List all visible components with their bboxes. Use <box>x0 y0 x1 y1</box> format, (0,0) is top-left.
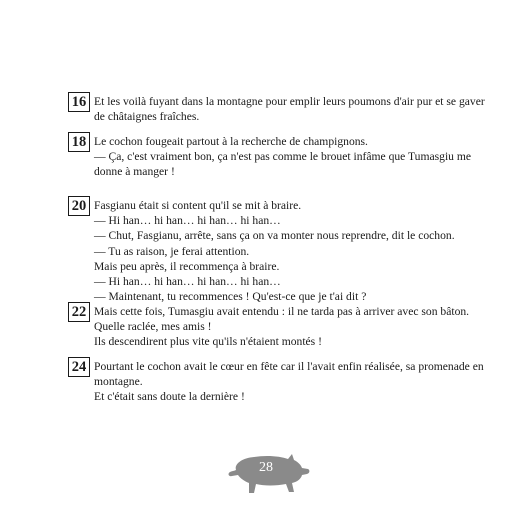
entry-number-box: 22 <box>68 302 90 322</box>
text-line: Le cochon fougeait partout à la recherche de champignons. <box>94 135 368 148</box>
entry-text <box>94 304 494 350</box>
entry-text <box>94 359 494 405</box>
page-folio <box>218 446 314 502</box>
text-line: — Tu as raison, je ferai attention. <box>94 244 250 258</box>
text-line: — Chut, Fasgianu, arrête, sans ça on va monter nous reprendre, dit le cochon. <box>94 229 455 243</box>
text-line: Et c'était sans doute la dernière ! <box>94 390 245 404</box>
entry-number-box: 24 <box>68 357 90 377</box>
entry-number-box: 20 <box>68 196 90 216</box>
text-line: Mais peu après, il recommença à braire. <box>94 259 280 273</box>
text-line: Fasgianu était si content qu'il se mit à braire. <box>94 199 302 212</box>
text-line: montagne. <box>94 375 143 389</box>
text-line: Ils descendirent plus vite qu'ils n'étaient montés ! <box>94 335 322 349</box>
text-line: Mais cette fois, Tumasgiu avait entendu : il ne tarda pas à arriver avec son bâton. <box>94 305 470 318</box>
entry-number-box: 16 <box>68 92 90 112</box>
text-line: — Maintenant, tu recommences ! Qu'est-ce que je t'ai dit ? <box>94 290 367 304</box>
text-line: Pourtant le cochon avait le cœur en fête car il l'avait enfin réalisée, sa promenade en <box>94 360 484 373</box>
entry-text <box>94 198 494 304</box>
text-line: de châtaignes fraîches. <box>94 110 200 124</box>
entry-text <box>94 94 494 124</box>
text-line: Quelle raclée, mes amis ! <box>94 320 212 334</box>
page-number: 28 <box>259 460 273 475</box>
entry-text <box>94 134 494 180</box>
entry-number-box: 18 <box>68 132 90 152</box>
text-line: — Ça, c'est vraiment bon, ça n'est pas comme le brouet infâme que Tumasgiu me <box>94 150 472 164</box>
text-line: Et les voilà fuyant dans la montagne pour emplir leurs poumons d'air pur et se gaver <box>94 95 485 108</box>
text-line: — Hi han… hi han… hi han… hi han… <box>94 275 281 289</box>
text-line: — Hi han… hi han… hi han… hi han… <box>94 214 281 228</box>
text-line: donne à manger ! <box>94 165 175 179</box>
